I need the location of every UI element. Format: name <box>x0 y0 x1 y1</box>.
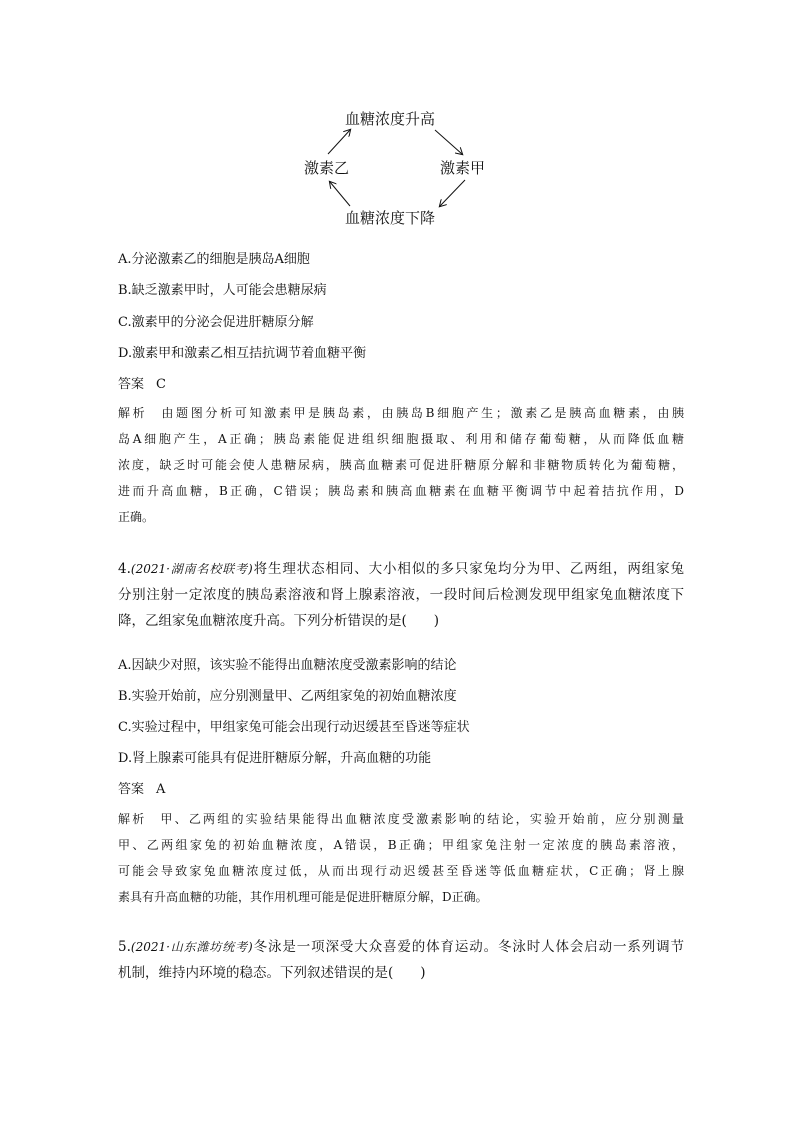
q5-number: 5. <box>118 939 131 955</box>
q4-number: 4. <box>118 561 131 577</box>
arrow-right-to-bottom <box>440 180 465 206</box>
label-glucose-rise: 血糖浓度升高 <box>345 110 436 128</box>
q3-analysis <box>118 400 684 530</box>
q4-stem: 4.(2021·湖南名校联考)将生理状态相同、大小相似的多只家兔均分为甲、乙两组，两组家兔 分别注射一定浓度的胰岛素溶液和肾上腺素溶液，一段时间后检测发现甲组家兔血糖浓度下 降，乙组家兔血糖浓度升高。下列分析错误的是( ) <box>118 561 685 629</box>
q4-option-c: C.实验过程中，甲组家兔可能会出现行动迟缓甚至昏迷等症状 <box>118 720 470 735</box>
answer-label: 答案 <box>118 782 145 797</box>
answer-label: 答案 <box>118 377 145 392</box>
analysis-line: 甲、乙两组家兔的初始血糖浓度，A错误，B正确；甲组家兔注射一定浓度的胰岛素溶液， <box>118 838 684 852</box>
q3-option-a: A.分泌激素乙的细胞是胰岛A细胞 <box>118 252 310 267</box>
arrow-top-to-right <box>435 130 462 154</box>
answer-value: C <box>156 377 166 392</box>
q3-option-b: B.缺乏激素甲时，人可能会患糖尿病 <box>118 283 327 298</box>
arrow-left-to-top <box>328 130 350 154</box>
q4-option-d: D.肾上腺素可能具有促进肝糖原分解，升高血糖的功能 <box>118 751 432 766</box>
analysis-line: 解析 由题图分析可知激素甲是胰岛素，由胰岛B细胞产生；激素乙是胰高血糖素，由胰 <box>118 406 684 420</box>
q4-answer <box>118 778 165 797</box>
q3-option-c: C.激素甲的分泌会促进肝糖原分解 <box>118 315 314 330</box>
arrow-bottom-to-left <box>330 182 350 206</box>
label-glucose-fall: 血糖浓度下降 <box>345 209 436 227</box>
analysis-line: 浓度，缺乏时可能会使人患糖尿病，胰高血糖素可促进肝糖原分解和非糖物质转化为葡萄糖， <box>118 458 684 472</box>
analysis-line: 进而升高血糖，B正确，C错误；胰岛素和胰高血糖素在血糖平衡调节中起着拮抗作用，D <box>118 484 684 498</box>
analysis-line: 正确。 <box>118 510 155 524</box>
q4-source: (2021·湖南名校联考) <box>130 562 253 576</box>
q5-source: (2021·山东潍坊统考) <box>130 940 253 954</box>
analysis-line: 解析 甲、乙两组的实验结果能得出血糖浓度受激素影响的结论，实验开始前，应分别测量 <box>118 812 684 826</box>
analysis-label: 解析 <box>118 812 147 826</box>
q4-analysis <box>118 806 684 910</box>
q5-stem: 5.(2021·山东潍坊统考)冬泳是一项深受大众喜爱的体育运动。冬泳时人体会启动一系列调节 机制，维持内环境的稳态。下列叙述错误的是( ) <box>118 939 685 981</box>
answer-value: A <box>156 782 166 797</box>
q3-answer <box>118 373 166 392</box>
q4-option-b: B.实验开始前，应分别测量甲、乙两组家兔的初始血糖浓度 <box>118 689 457 704</box>
hormone-cycle-diagram <box>290 100 510 230</box>
q4-option-a: A.因缺少对照，该实验不能得出血糖浓度受激素影响的结论 <box>118 658 457 673</box>
label-hormone-a: 激素甲 <box>440 159 486 177</box>
analysis-line: 岛A细胞产生，A正确；胰岛素能促进组织细胞摄取、利用和储存葡萄糖，从而降低血糖 <box>118 432 684 446</box>
analysis-line: 素具有升高血糖的功能，其作用机理可能是促进肝糖原分解，D正确。 <box>118 890 488 904</box>
label-hormone-b: 激素乙 <box>304 159 350 177</box>
analysis-line: 可能会导致家兔血糖浓度过低，从而出现行动迟缓甚至昏迷等低血糖症状，C正确；肾上腺 <box>118 864 684 878</box>
analysis-label: 解析 <box>118 406 148 420</box>
q3-option-d: D.激素甲和激素乙相互拮抗调节着血糖平衡 <box>118 346 367 361</box>
